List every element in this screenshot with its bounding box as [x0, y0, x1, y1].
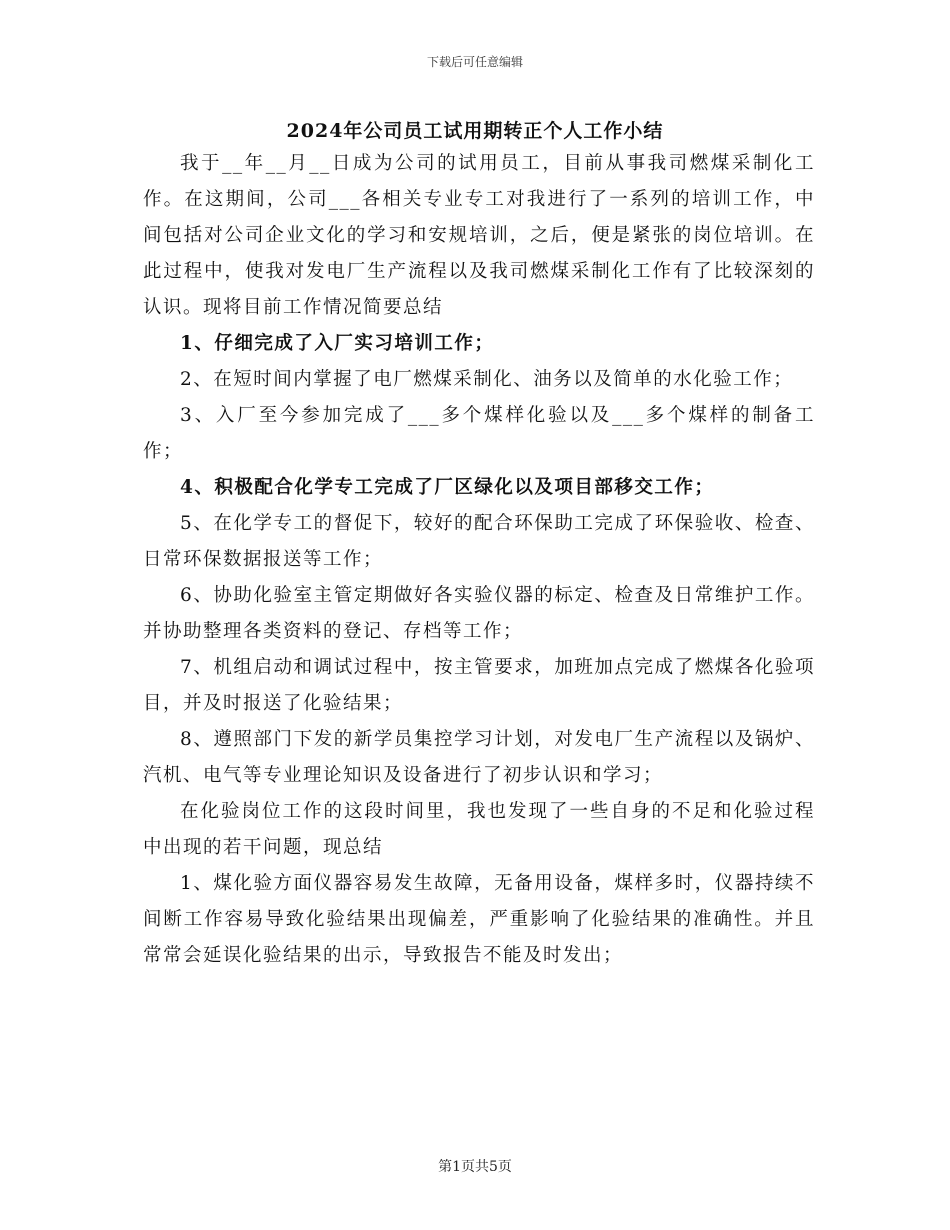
list-item: 7、机组启动和调试过程中，按主管要求，加班加点完成了燃煤各化验项目，并及时报送了化验结果； — [143, 657, 815, 714]
list-item: 5、在化学专工的督促下，较好的配合环保助工完成了环保验收、检查、日常环保数据报送等工作； — [143, 513, 815, 570]
list-item: 1、仔细完成了入厂实习培训工作； — [180, 333, 495, 354]
list-item: 8、遵照部门下发的新学员集控学习计划，对发电厂生产流程以及锅炉、汽机、电气等专业理论知识及设备进行了初步认识和学习； — [143, 729, 815, 786]
list-item: 1、煤化验方面仪器容易发生故障，无备用设备，煤样多时，仪器持续不间断工作容易导致化验结果出现偏差，严重影响了化验结果的准确性。并且常常会延误化验结果的出示，导致报告不能及时发出； — [143, 873, 815, 966]
list-item: 2、在短时间内掌握了电厂燃煤采制化、油务以及简单的水化验工作； — [180, 369, 794, 390]
document-title: 2024年公司员工试用期转正个人工作小结 — [286, 120, 664, 142]
page-header: 下载后可任意编辑 — [426, 55, 523, 69]
intro-paragraph: 我于__年__月__日成为公司的试用员工，目前从事我司燃煤采制化工作。在这期间，公司___各相关专业专工对我进行了一系列的培训工作，中间包括对公司企业文化的学习和安规培训，之后，便是紧张的岗位培训。在此过程中，使我对发电厂生产流程以及我司燃煤采制化工作有了比较深刻的认识。现将目前工作情况简要总结 — [143, 153, 815, 318]
document-body — [143, 146, 815, 974]
list-item: 4、积极配合化学专工完成了厂区绿化以及项目部移交工作； — [180, 477, 715, 498]
page-number: 第1页共5页 — [438, 1159, 512, 1175]
list-item: 6、协助化验室主管定期做好各实验仪器的标定、检查及日常维护工作。并协助整理各类资料的登记、存档等工作； — [143, 585, 815, 642]
list-item: 3、入厂至今参加完成了___多个煤样化验以及___多个煤样的制备工作； — [143, 405, 815, 462]
summary-paragraph: 在化验岗位工作的这段时间里，我也发现了一些自身的不足和化验过程中出现的若干问题，现总结 — [143, 801, 815, 858]
